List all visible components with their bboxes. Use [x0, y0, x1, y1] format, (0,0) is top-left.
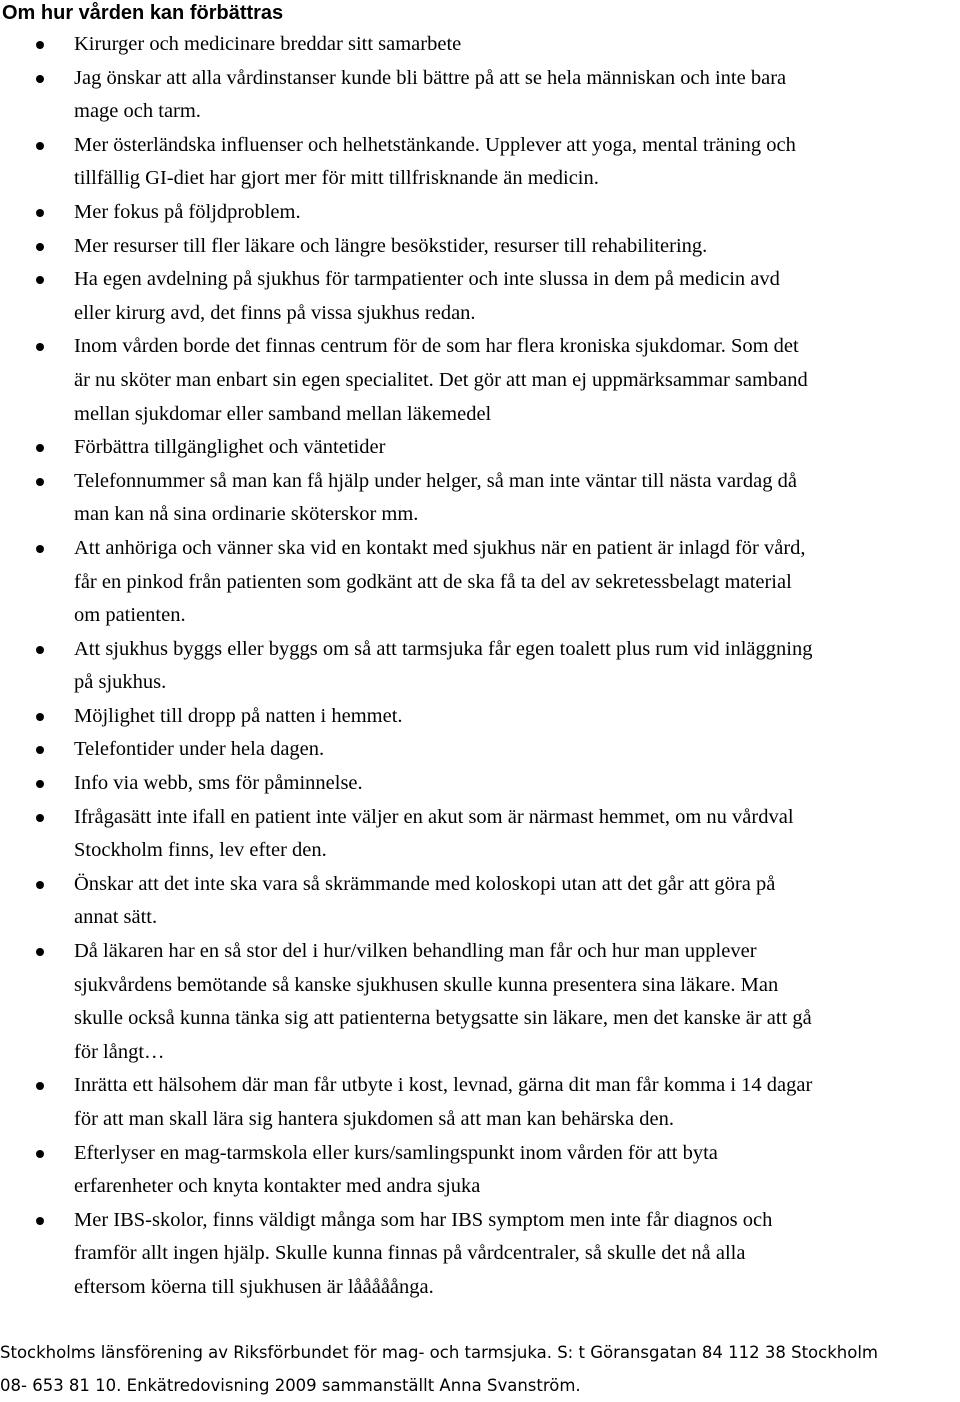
bullet-item	[0, 1204, 960, 1305]
bullet-dot-icon	[36, 948, 44, 956]
bullet-dot-icon	[36, 142, 44, 150]
bullet-item	[0, 62, 960, 129]
bullet-dot-icon	[36, 209, 44, 217]
bullet-text-line: är nu sköter man enbart sin egen specialitet. Det gör att man ej uppmärksammar samband	[74, 368, 808, 391]
bullet-dot-icon	[36, 713, 44, 721]
footer-line-credits: 08- 653 81 10. Enkätredovisning 2009 sammanställt Anna Svanström.	[0, 1376, 581, 1395]
bullet-dot-icon	[36, 478, 44, 486]
bullet-text-line: Önskar att det inte ska vara så skrämmande med koloskopi utan att det går att göra på	[74, 872, 776, 895]
bullet-text-line: Kirurger och medicinare breddar sitt samarbete	[74, 33, 462, 55]
bullet-item	[0, 801, 960, 868]
bullet-dot-icon	[36, 343, 44, 351]
bullet-text-line: erfarenheter och knyta kontakter med andra sjuka	[74, 1175, 481, 1198]
bullet-text-line: skulle också kunna tänka sig att patienterna betygsatte sin läkare, men det kanske är att gå	[74, 1007, 812, 1030]
bullet-item	[0, 129, 960, 196]
bullet-dot-icon	[36, 780, 44, 788]
bullet-dot-icon	[36, 646, 44, 654]
bullet-text-line: Stockholm finns, lev efter den.	[74, 839, 327, 862]
bullet-dot-icon	[36, 1150, 44, 1158]
bullet-item	[0, 28, 960, 62]
bullet-text-line: för att man skall lära sig hantera sjukdomen så att man kan behärska den.	[74, 1108, 674, 1130]
bullet-text-line: Info via webb, sms för påminnelse.	[74, 772, 363, 795]
bullet-dot-icon	[36, 243, 44, 251]
bullet-item	[0, 700, 960, 734]
bullet-item	[0, 532, 960, 633]
bullet-item	[0, 935, 960, 1069]
bullet-text-line: Mer IBS-skolor, finns väldigt många som har IBS symptom men inte får diagnos och	[74, 1208, 773, 1231]
bullet-dot-icon	[36, 41, 44, 49]
bullet-text-line: Att anhöriga och vänner ska vid en kontakt med sjukhus när en patient är inlagd för vård,	[74, 536, 806, 559]
bullet-text-line: Inom vården borde det finnas centrum för de som har flera kroniska sjukdomar. Som det	[74, 335, 799, 358]
bullet-dot-icon	[36, 1082, 44, 1090]
bullet-text-line: Möjlighet till dropp på natten i hemmet.	[74, 704, 403, 727]
bullet-text-line: om patienten.	[74, 604, 186, 627]
bullet-item	[0, 1137, 960, 1204]
bullet-item	[0, 868, 960, 935]
bullet-item	[0, 1069, 960, 1136]
bullet-dot-icon	[36, 814, 44, 822]
bullet-item	[0, 196, 960, 230]
bullet-text-line: Efterlyser en mag-tarmskola eller kurs/samlingspunkt inom vården för att byta	[74, 1141, 718, 1164]
bullet-item	[0, 733, 960, 767]
bullet-text-line: Telefonnummer så man kan få hjälp under helger, så man inte väntar till nästa vardag då	[74, 469, 797, 492]
bullet-dot-icon	[36, 746, 44, 754]
section-heading: Om hur vården kan förbättras	[2, 2, 284, 24]
bullet-text-line: annat sätt.	[74, 906, 158, 929]
bullet-text-line: Mer österländska influenser och helhetstänkande. Upplever att yoga, mental träning och	[74, 133, 796, 156]
bullet-text-line: mage och tarm.	[74, 100, 201, 123]
bullet-text-line: Mer resurser till fler läkare och längre besökstider, resurser till rehabilitering.	[74, 234, 708, 257]
bullet-text-line: man kan nå sina ordinarie sköterskor mm.	[74, 503, 419, 526]
bullet-item	[0, 330, 960, 431]
bullet-text-line: Att sjukhus byggs eller byggs om så att tarmsjuka får egen toalett plus rum vid inläggning	[74, 637, 813, 660]
bullet-text-line: för långt…	[74, 1040, 165, 1063]
bullet-dot-icon	[36, 881, 44, 889]
bullet-item	[0, 263, 960, 330]
footer-line-address: Stockholms länsförening av Riksförbundet för mag- och tarmsjuka. S: t Göransgatan 84 112 38 Stockholm	[0, 1343, 878, 1362]
bullet-text-line: eller kirurg avd, det finns på vissa sjukhus redan.	[74, 301, 476, 324]
bullet-text-line: eftersom köerna till sjukhusen är lååååånga.	[74, 1275, 434, 1298]
bullet-text-line: Förbättra tillgänglighet och väntetider	[74, 436, 386, 459]
bullet-text-line: mellan sjukdomar eller samband mellan läkemedel	[74, 402, 492, 425]
bullet-text-line: tillfällig GI-diet har gjort mer för mitt tillfrisknande än medicin.	[74, 167, 599, 190]
bullet-dot-icon	[36, 545, 44, 553]
bullet-list	[0, 28, 960, 1305]
bullet-text-line: Då läkaren har en så stor del i hur/vilken behandling man får och hur man upplever	[74, 940, 757, 963]
bullet-dot-icon	[36, 1217, 44, 1225]
bullet-text-line: får en pinkod från patienten som godkänt att de ska få ta del av sekretessbelagt material	[74, 570, 792, 593]
bullet-text-line: Jag önskar att alla vårdinstanser kunde bli bättre på att se hela människan och inte bara	[74, 66, 787, 89]
bullet-dot-icon	[36, 444, 44, 452]
bullet-item	[0, 431, 960, 465]
bullet-item	[0, 465, 960, 532]
bullet-dot-icon	[36, 75, 44, 83]
bullet-dot-icon	[36, 276, 44, 284]
bullet-text-line: sjukvårdens bemötande så kanske sjukhusen skulle kunna presentera sina läkare. Man	[74, 973, 779, 996]
bullet-text-line: Ifrågasätt inte ifall en patient inte väljer en akut som är närmast hemmet, om nu vårdval	[74, 805, 794, 828]
bullet-text-line: Ha egen avdelning på sjukhus för tarmpatienter och inte slussa in dem på medicin avd	[74, 268, 780, 291]
bullet-text-line: Telefontider under hela dagen.	[74, 738, 325, 761]
page-footer	[0, 1336, 960, 1402]
bullet-item	[0, 633, 960, 700]
bullet-text-line: framför allt ingen hjälp. Skulle kunna finnas på vårdcentraler, så skulle det nå alla	[74, 1242, 746, 1265]
bullet-item	[0, 230, 960, 264]
bullet-item	[0, 767, 960, 801]
bullet-text-line: Mer fokus på följdproblem.	[74, 200, 301, 223]
bullet-text-line: Inrätta ett hälsohem där man får utbyte i kost, levnad, gärna dit man får komma i 14 dagar	[74, 1074, 813, 1097]
bullet-text-line: på sjukhus.	[74, 671, 167, 694]
